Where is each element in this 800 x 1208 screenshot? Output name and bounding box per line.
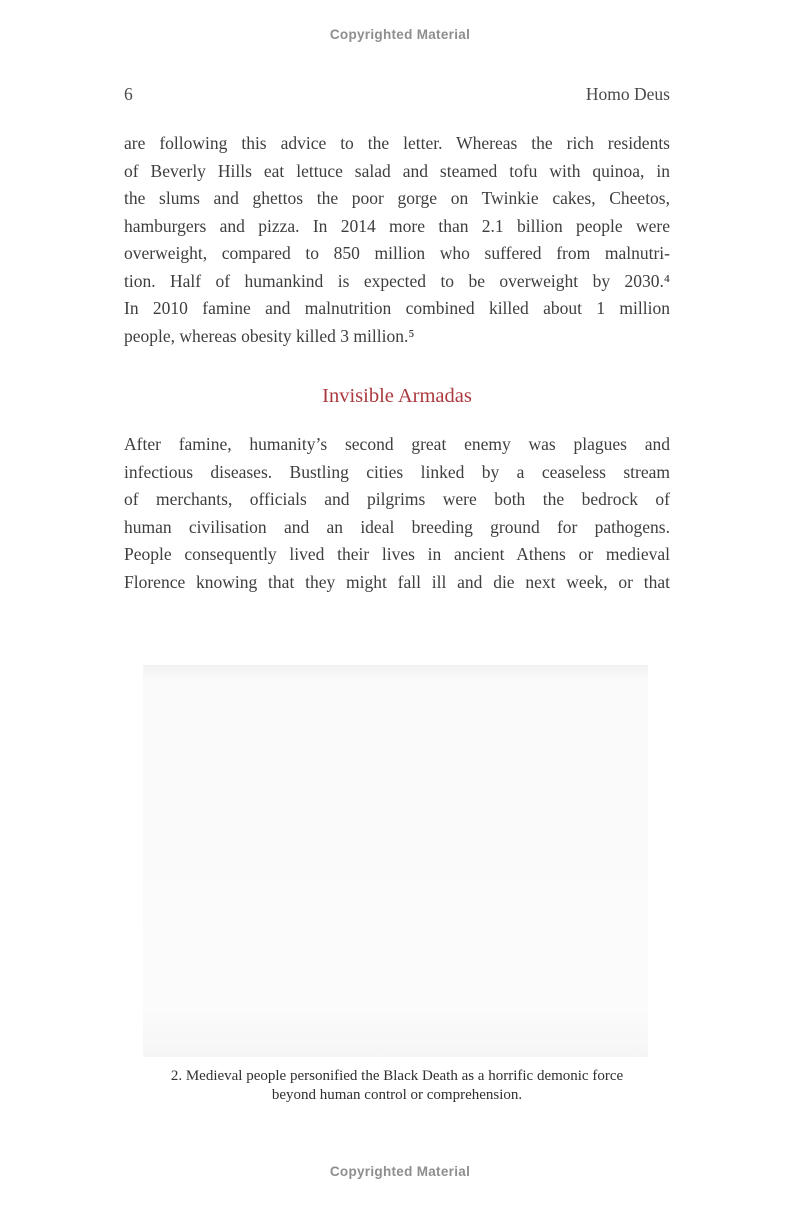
page-number: 6: [124, 84, 133, 104]
copyright-notice-top: Copyrighted Material: [329, 27, 471, 42]
paragraph-plagues: [124, 431, 670, 596]
text-line: beyond human control or comprehension.: [271, 1086, 523, 1103]
text-line: After famine, humanity’s second great enemy was plagues and: [124, 434, 670, 454]
running-header: [124, 84, 670, 105]
text-line: 2. Medieval people personified the Black Death as a horrific demonic force: [170, 1068, 624, 1084]
running-title: Homo Deus: [585, 84, 670, 104]
figure-image: [143, 665, 648, 1057]
text-line: People consequently lived their lives in ancient Athens or medieval: [124, 544, 670, 564]
text-line: the slums and ghettos the poor gorge on Twinkie cakes, Cheetos,: [124, 188, 670, 208]
section-heading: Invisible Armadas: [322, 385, 472, 407]
text-line: of Beverly Hills eat lettuce salad and steamed tofu with quinoa, in: [124, 160, 670, 181]
text-line: of merchants, officials and pilgrims were both the bedrock of: [124, 489, 670, 509]
text-line: are following this advice to the letter. Whereas the rich residents: [124, 133, 670, 153]
text-line: infectious diseases. Bustling cities linked by a ceaseless stream: [124, 461, 670, 482]
text-line: human civilisation and an ideal breeding ground for pathogens.: [124, 516, 670, 537]
paragraph-obesity: [124, 130, 670, 350]
text-line: In 2010 famine and malnutrition combined killed about 1 million: [124, 298, 670, 318]
text-line: people, whereas obesity killed 3 million.⁵: [124, 325, 415, 346]
figure-caption: [124, 1067, 670, 1104]
text-line: tion. Half of humankind is expected to be overweight by 2030.⁴: [124, 270, 670, 291]
copyright-notice-bottom: Copyrighted Material: [329, 1164, 471, 1179]
text-line: overweight, compared to 850 million who suffered from malnutri-: [124, 243, 670, 263]
text-line: Florence knowing that they might fall ill and die next week, or that: [124, 571, 670, 592]
text-line: hamburgers and pizza. In 2014 more than 2.1 billion people were: [124, 215, 670, 236]
